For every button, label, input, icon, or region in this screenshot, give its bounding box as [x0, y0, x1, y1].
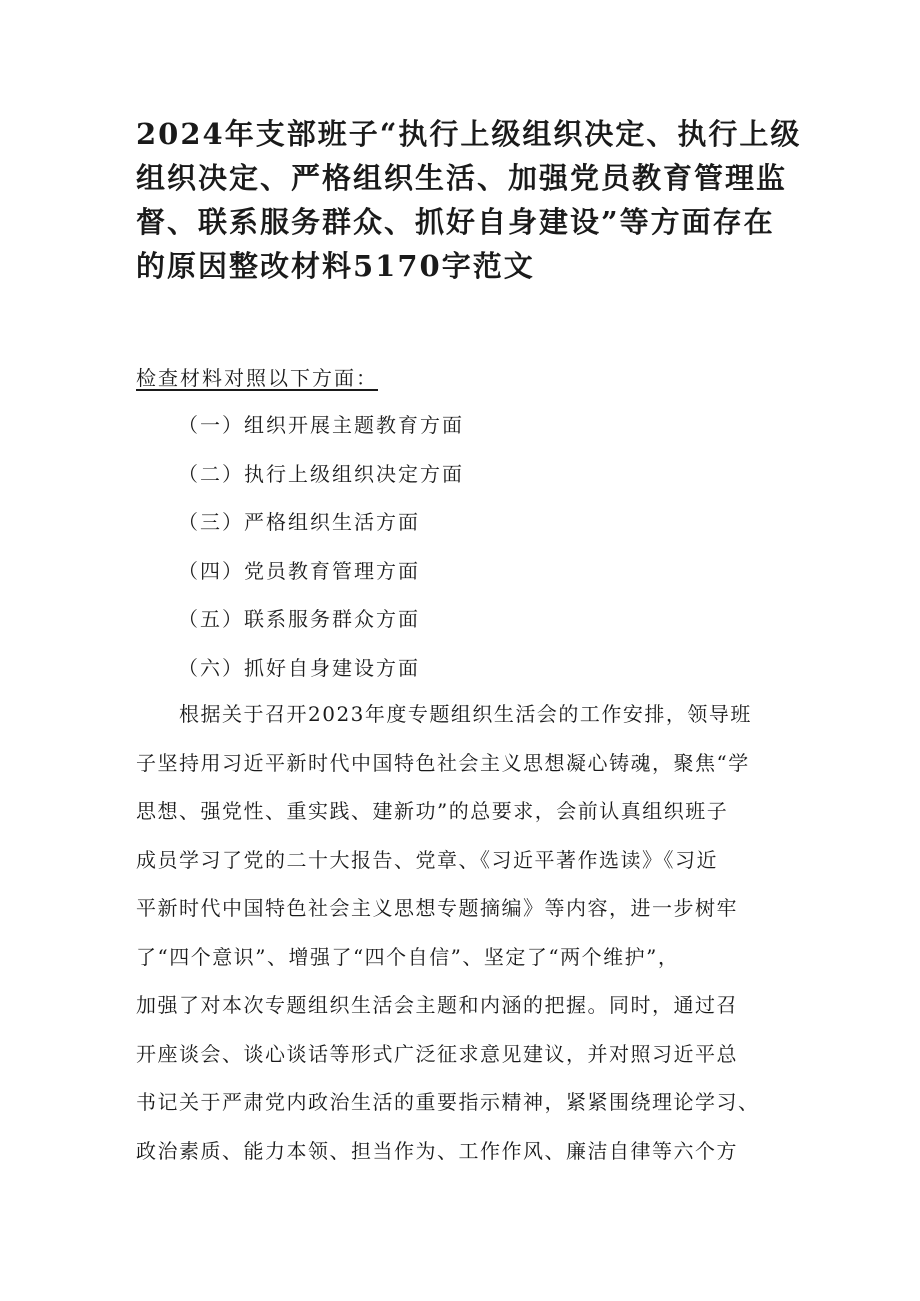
list-item: （一）组织开展主题教育方面 — [178, 413, 464, 437]
title-line: 组织决定、严格组织生活、加强党员教育管理监 — [136, 161, 788, 195]
body-line: 子坚持用习近平新时代中国特色社会主义思想凝心铸魂，聚焦“学 — [136, 750, 750, 775]
body-line: 平新时代中国特色社会主义思想专题摘编》等内容，进一步树牢 — [136, 896, 738, 920]
list-item: （三）严格组织生活方面 — [178, 510, 420, 534]
list-item: （六）抓好自身建设方面 — [178, 655, 420, 680]
title-line: 督、联系服务群众、抓好自身建设”等方面存在 — [136, 205, 775, 239]
body-line: 了“四个意识”、增强了“四个自信”、坚定了“两个维护”， — [136, 944, 680, 969]
title-line: 的原因整改材料5170字范文 — [136, 249, 535, 283]
title-line: 2024年支部班子“执行上级组织决定、执行上级 — [136, 117, 802, 151]
body-line: 思想、强党性、重实践、建新功”的总要求，会前认真组织班子 — [136, 799, 729, 823]
body-paragraph — [136, 701, 816, 1186]
aspect-list — [178, 412, 464, 703]
body-line: 成员学习了党的二十大报告、党章、《习近平著作选读》《习近 — [136, 847, 718, 872]
list-item: （二）执行上级组织决定方面 — [178, 461, 464, 486]
body-line: 根据关于召开2023年度专题组织生活会的工作安排，领导班 — [136, 702, 752, 726]
list-item: （五）联系服务群众方面 — [178, 607, 420, 631]
body-line: 书记关于严肃党内政治生活的重要指示精神，紧紧围绕理论学习、 — [136, 1090, 760, 1114]
body-line: 加强了对本次专题组织生活会主题和内涵的把握。同时，通过召 — [136, 993, 738, 1017]
document-title — [136, 112, 802, 288]
body-line: 政治素质、能力本领、担当作为、工作作风、廉洁自律等六个方 — [136, 1138, 738, 1163]
body-line: 开座谈会、谈心谈话等形式广泛征求意见建议，并对照习近平总 — [136, 1041, 738, 1066]
list-item: （四）党员教育管理方面 — [178, 558, 420, 583]
section-lead: 检查材料对照以下方面： — [136, 366, 378, 390]
